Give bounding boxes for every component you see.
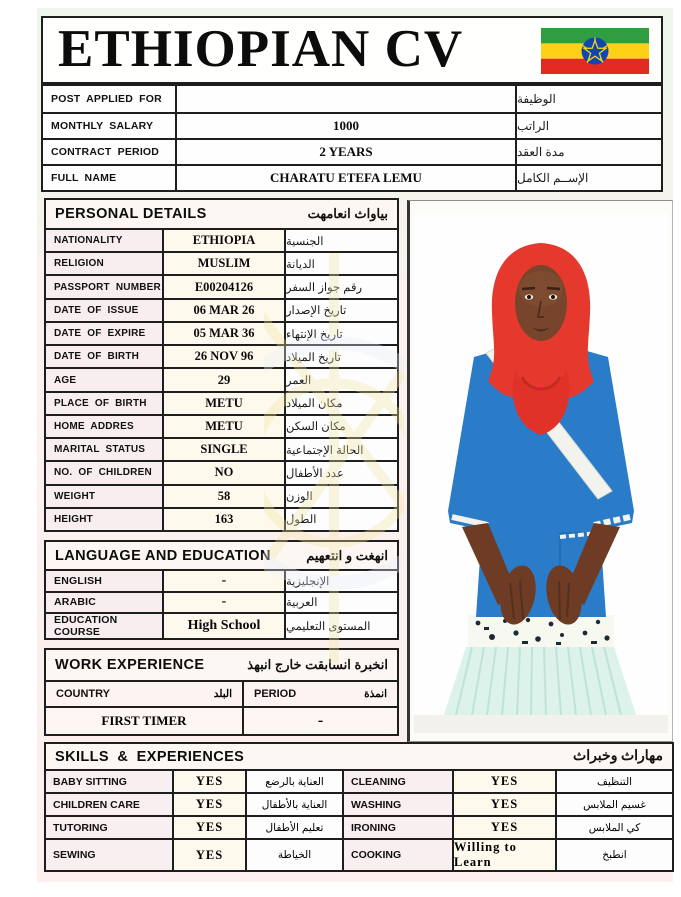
field-value: 1000: [177, 114, 517, 138]
applicant-photo: [407, 200, 673, 742]
field-row: [46, 437, 397, 460]
skill-label: BABY SITTING: [46, 771, 174, 792]
skill-label: IRONING: [344, 817, 454, 838]
skill-value: YES: [174, 840, 247, 870]
country-label-arabic: البلد: [213, 688, 232, 700]
field-row: [46, 507, 397, 530]
field-label-arabic: الجنسية: [286, 230, 397, 251]
section-title-arabic: انخبرة انسابقت خارج انبهذ: [247, 657, 388, 672]
skill-row: [46, 815, 672, 838]
skill-label-arabic: انطبخ: [557, 840, 672, 870]
field-value: ETHIOPIA: [164, 230, 286, 251]
field-row: [43, 86, 661, 112]
work-period-value: -: [244, 708, 397, 734]
field-value: -: [164, 593, 286, 613]
field-label-arabic: الديانة: [286, 253, 397, 274]
field-label: WEIGHT: [46, 486, 164, 507]
field-value: -: [164, 571, 286, 591]
field-row: [46, 460, 397, 483]
field-label-arabic: الحالة الإجتماعية: [286, 439, 397, 460]
field-label: PASSPORT NUMBER: [46, 276, 164, 297]
field-label: ARABIC: [46, 593, 164, 613]
skill-label-arabic: تعليم الأطفال: [247, 817, 344, 838]
section-header: [46, 744, 672, 771]
field-value: 163: [164, 509, 286, 530]
field-row: [46, 612, 397, 638]
field-row: [46, 484, 397, 507]
field-label: NO. OF CHILDREN: [46, 462, 164, 483]
field-label-arabic: الإنجليزية: [286, 571, 397, 591]
skill-label: COOKING: [344, 840, 454, 870]
section-title-arabic: مهاراث وخبراث: [573, 749, 663, 764]
skill-value: YES: [174, 817, 247, 838]
field-row: [46, 274, 397, 297]
work-experience-section: [44, 648, 399, 736]
field-label: EDUCATION COURSE: [46, 614, 164, 638]
field-row: [43, 164, 661, 190]
section-title: PERSONAL DETAILS: [55, 206, 207, 222]
field-label-arabic: الراتب: [517, 114, 661, 138]
ethiopia-flag-icon: [541, 28, 649, 74]
skill-label: CHILDREN CARE: [46, 794, 174, 815]
field-label-arabic: عدد الأطفال: [286, 462, 397, 483]
skill-label: CLEANING: [344, 771, 454, 792]
skill-label-arabic: الخياطة: [247, 840, 344, 870]
period-label: PERIOD: [254, 688, 297, 700]
field-label: PLACE OF BIRTH: [46, 393, 164, 414]
field-value: CHARATU ETEFA LEMU: [177, 166, 517, 190]
period-label-arabic: انمذة: [364, 688, 387, 700]
field-label-arabic: رقم جواز السفر: [286, 276, 397, 297]
section-title: WORK EXPERIENCE: [55, 657, 205, 673]
field-row: [46, 367, 397, 390]
skill-value: YES: [454, 817, 557, 838]
skill-row: [46, 771, 672, 792]
field-label: DATE OF BIRTH: [46, 346, 164, 367]
skill-value: Willing to Learn: [454, 840, 557, 870]
personal-details-table: [46, 230, 397, 530]
section-header: [46, 542, 397, 571]
field-label-arabic: العمر: [286, 369, 397, 390]
field-label-arabic: تاريخ الإنتهاء: [286, 323, 397, 344]
field-value: 2 YEARS: [177, 140, 517, 164]
work-country-value: FIRST TIMER: [46, 708, 244, 734]
field-row: [43, 112, 661, 138]
title-bar: [41, 16, 663, 84]
field-label: MONTHLY SALARY: [43, 114, 177, 138]
field-label-arabic: مكان الميلاد: [286, 393, 397, 414]
section-title: LANGUAGE AND EDUCATION: [55, 547, 271, 564]
field-row: [46, 591, 397, 613]
field-label: DATE OF ISSUE: [46, 300, 164, 321]
field-row: [43, 138, 661, 164]
field-label: HOME ADDRES: [46, 416, 164, 437]
application-info-table: [41, 84, 663, 192]
skill-value: YES: [174, 771, 247, 792]
skills-table: [46, 771, 672, 870]
field-label: MARITAL STATUS: [46, 439, 164, 460]
field-value: E00204126: [164, 276, 286, 297]
field-row: [46, 298, 397, 321]
field-label-arabic: الطول: [286, 509, 397, 530]
skill-value: YES: [174, 794, 247, 815]
skill-label-arabic: التنظيف: [557, 771, 672, 792]
skill-label: WASHING: [344, 794, 454, 815]
field-row: [46, 230, 397, 251]
skill-label-arabic: العناية بالرضع: [247, 771, 344, 792]
country-column-header: [46, 682, 244, 706]
section-title-arabic: بياواث انعامهت: [307, 206, 388, 221]
field-value: [177, 86, 517, 112]
section-title-arabic: انهغت و انتعهيم: [306, 547, 388, 563]
section-header: [46, 200, 397, 230]
field-label-arabic: تاريخ الإصدار: [286, 300, 397, 321]
field-value: High School: [164, 614, 286, 638]
field-label-arabic: الإســم الكامل: [517, 166, 661, 190]
field-label-arabic: تاريخ الميلاد: [286, 346, 397, 367]
period-column-header: [244, 682, 397, 706]
work-experience-row: [46, 708, 397, 734]
field-row: [46, 251, 397, 274]
field-row: [46, 321, 397, 344]
language-education-table: [46, 571, 397, 638]
field-label-arabic: مكان السكن: [286, 416, 397, 437]
field-label-arabic: مدة العقد: [517, 140, 661, 164]
field-label: ENGLISH: [46, 571, 164, 591]
field-label-arabic: الوزن: [286, 486, 397, 507]
work-experience-table: [46, 708, 397, 734]
field-label: CONTRACT PERIOD: [43, 140, 177, 164]
field-value: MUSLIM: [164, 253, 286, 274]
field-label: RELIGION: [46, 253, 164, 274]
field-value: 06 MAR 26: [164, 300, 286, 321]
field-value: 26 NOV 96: [164, 346, 286, 367]
skill-label-arabic: غسيم الملابس: [557, 794, 672, 815]
field-label: DATE OF EXPIRE: [46, 323, 164, 344]
field-label-arabic: الوظيفة: [517, 86, 661, 112]
field-value: NO: [164, 462, 286, 483]
language-education-section: [44, 540, 399, 640]
field-value: SINGLE: [164, 439, 286, 460]
field-value: 05 MAR 36: [164, 323, 286, 344]
skill-label: TUTORING: [46, 817, 174, 838]
section-header: [46, 650, 397, 682]
field-value: 58: [164, 486, 286, 507]
field-label-arabic: العربية: [286, 593, 397, 613]
skill-label: SEWING: [46, 840, 174, 870]
skill-row: [46, 792, 672, 815]
field-value: 29: [164, 369, 286, 390]
personal-details-section: [44, 198, 399, 532]
page-title: ETHIOPIAN CV: [58, 20, 464, 78]
field-label: HEIGHT: [46, 509, 164, 530]
field-value: METU: [164, 416, 286, 437]
field-row: [46, 391, 397, 414]
skills-section: [44, 742, 674, 872]
skill-label-arabic: العناية بالأطفال: [247, 794, 344, 815]
field-row: [46, 344, 397, 367]
cv-page: [37, 8, 673, 882]
field-label: FULL NAME: [43, 166, 177, 190]
field-label: NATIONALITY: [46, 230, 164, 251]
field-row: [46, 414, 397, 437]
country-label: COUNTRY: [56, 688, 110, 700]
field-label: POST APPLIED FOR: [43, 86, 177, 112]
skill-value: YES: [454, 794, 557, 815]
skill-row: [46, 838, 672, 870]
field-value: METU: [164, 393, 286, 414]
field-row: [46, 571, 397, 591]
skill-value: YES: [454, 771, 557, 792]
work-experience-column-headers: [46, 682, 397, 708]
section-title: SKILLS & EXPERIENCES: [55, 748, 245, 765]
field-label-arabic: المستوى التعليمي: [286, 614, 397, 638]
field-label: AGE: [46, 369, 164, 390]
skill-label-arabic: كي الملابس: [557, 817, 672, 838]
